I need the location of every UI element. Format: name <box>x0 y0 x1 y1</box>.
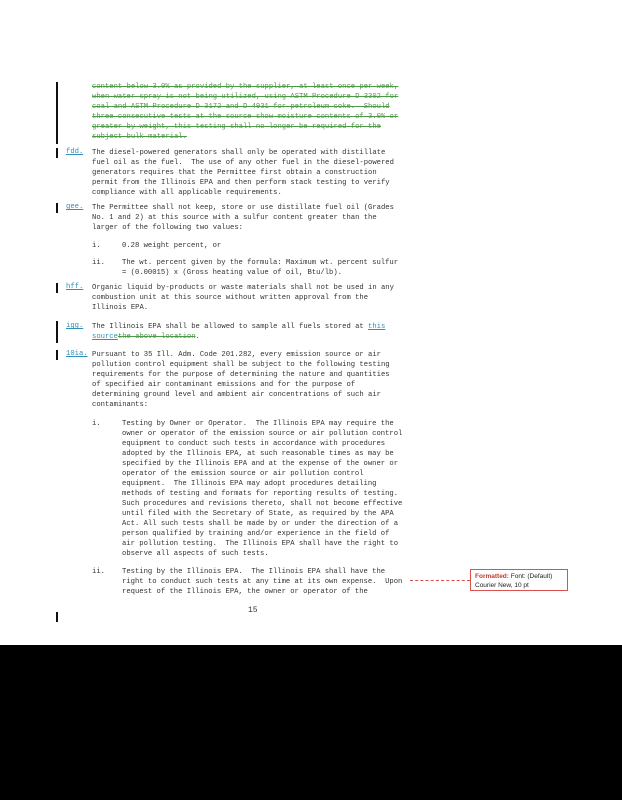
change-bar <box>56 612 58 622</box>
item-label <box>66 283 83 291</box>
paragraph-line: Illinois EPA. <box>92 304 149 312</box>
paragraph-line: specified by the Illinois EPA and at the expense of the owner or <box>122 460 399 468</box>
paragraph-line: Act. All such tests shall be made by or under the direction of a <box>122 520 399 528</box>
paragraph-line: equipment to conduct such tests in accordance with procedures <box>122 440 386 448</box>
paragraph-line: Testing by the Illinois EPA. The Illinois EPA shall have the <box>122 568 386 576</box>
paragraph-line: Pursuant to 35 Ill. Adm. Code 201.282, every emission source or air <box>92 351 381 359</box>
paragraph-line: air pollution testing. The Illinois EPA shall have the right to <box>122 540 399 548</box>
paragraph-line: determining ground level and ambient air concentrations of such air <box>92 391 381 399</box>
change-bar <box>56 283 58 293</box>
text-run: The Illinois EPA shall be allowed to sample all fuels stored at <box>92 323 369 331</box>
sub-item-number: i. <box>92 242 101 250</box>
paragraph-line: larger of the following two values: <box>92 224 243 232</box>
paragraph-line: Organic liquid by-products or waste materials shall not be used in any <box>92 284 394 292</box>
deleted-line: subject bulk material. <box>92 133 187 141</box>
change-bar <box>56 203 58 213</box>
paragraph-line: right to conduct such tests at any time at its own expense. Upon <box>122 578 403 586</box>
paragraph-line: 0.28 weight percent, or <box>122 242 222 250</box>
deleted-line: greater by weight, this testing shall no longer be required for the <box>92 123 381 131</box>
paragraph-line <box>92 322 385 332</box>
text-run: . <box>195 333 200 341</box>
paragraph-line: person qualified by training and/or experience in the field of <box>122 530 390 538</box>
paragraph-line: of specified air contaminant emissions and for the purpose of <box>92 381 356 389</box>
paragraph-line: contaminants: <box>92 401 149 409</box>
paragraph-line: = (0.00015) x (Gross heating value of oil, Btu/lb). <box>122 269 342 277</box>
item-label <box>66 148 83 156</box>
deleted-line: three consecutive tests at the source show moisture contents of 3.0% or <box>92 113 399 121</box>
paragraph-line: The Permittee shall not keep, store or use distillate fuel oil (Grades <box>92 204 394 212</box>
paragraph-line: until filed with the Secretary of State, as required by the APA <box>122 510 394 518</box>
item-label <box>66 203 83 211</box>
paragraph-line: fuel oil as the fuel. The use of any other fuel in the diesel-powered <box>92 159 394 167</box>
deleted-line: coal and ASTM Procedure D 3172 and D 4931 for petroleum coke. Should <box>92 103 390 111</box>
comment-text: Font: (Default) Courier New, 10 pt <box>475 573 553 589</box>
comment-connector <box>410 580 470 582</box>
paragraph-line <box>92 332 200 342</box>
item-h-label: hff. <box>66 283 84 291</box>
formatting-comment-balloon[interactable] <box>470 569 568 591</box>
comment-title: Formatted: <box>475 573 509 580</box>
paragraph-line: operator of the emission source or air pollution control <box>122 470 364 478</box>
paragraph-line: requirements for the purpose of determining the nature and quantities <box>92 371 390 379</box>
deleted-line: when water spray is not being utilized, using ASTM Procedure D 3302 for <box>92 93 399 101</box>
inserted-text: this <box>368 323 386 331</box>
paragraph-line: adopted by the Illinois EPA, at such reasonable times as may be <box>122 450 394 458</box>
paragraph-line: request of the Illinois EPA, the owner or operator of the <box>122 588 368 596</box>
change-bar <box>56 148 58 158</box>
item-10-label: 10ia. <box>66 350 88 358</box>
inserted-text: source <box>92 333 118 341</box>
change-bar <box>56 350 58 360</box>
paragraph-line: The diesel-powered generators shall only be operated with distillate <box>92 149 386 157</box>
item-label <box>66 322 83 330</box>
paragraph-line: generators requires that the Permittee first obtain a construction <box>92 169 377 177</box>
sub-item-number: ii. <box>92 259 105 267</box>
paragraph-line: owner or operator of the emission source or air pollution control <box>122 430 403 438</box>
item-i-label: igg. <box>66 322 84 330</box>
deleted-line: content below 3.0% as provided by the supplier, at least once per week, <box>92 83 399 91</box>
paragraph-line: Testing by Owner or Operator. The Illinois EPA may require the <box>122 420 394 428</box>
item-label <box>66 350 88 358</box>
paragraph-line: No. 1 and 2) at this source with a sulfur content greater than the <box>92 214 377 222</box>
paragraph-line: compliance with all applicable requirements. <box>92 189 282 197</box>
paragraph-line: observe all aspects of such tests. <box>122 550 269 558</box>
change-bar <box>56 82 58 144</box>
deleted-text: the above location <box>117 333 196 341</box>
paragraph-line: The wt. percent given by the formula: Maximum wt. percent sulfur <box>122 259 399 267</box>
sub-item-number: i. <box>92 420 101 428</box>
item-g-label: gee. <box>66 203 84 211</box>
item-f-label: fdd. <box>66 148 84 156</box>
paragraph-line: pollution control equipment shall be subject to the following testing <box>92 361 390 369</box>
change-bar <box>56 321 58 343</box>
paragraph-line: combustion unit at this source without written approval from the <box>92 294 369 302</box>
paragraph-line: permit from the Illinois EPA and then perform stack testing to verify <box>92 179 390 187</box>
sub-item-number: ii. <box>92 568 105 576</box>
paragraph-line: equipment. The Illinois EPA may adopt procedures detailing <box>122 480 377 488</box>
paragraph-line: methods of testing and formats for reporting results of testing. <box>122 490 399 498</box>
paragraph-line: Such procedures and revisions thereto, shall not become effective <box>122 500 403 508</box>
page-number: 15 <box>248 606 258 615</box>
